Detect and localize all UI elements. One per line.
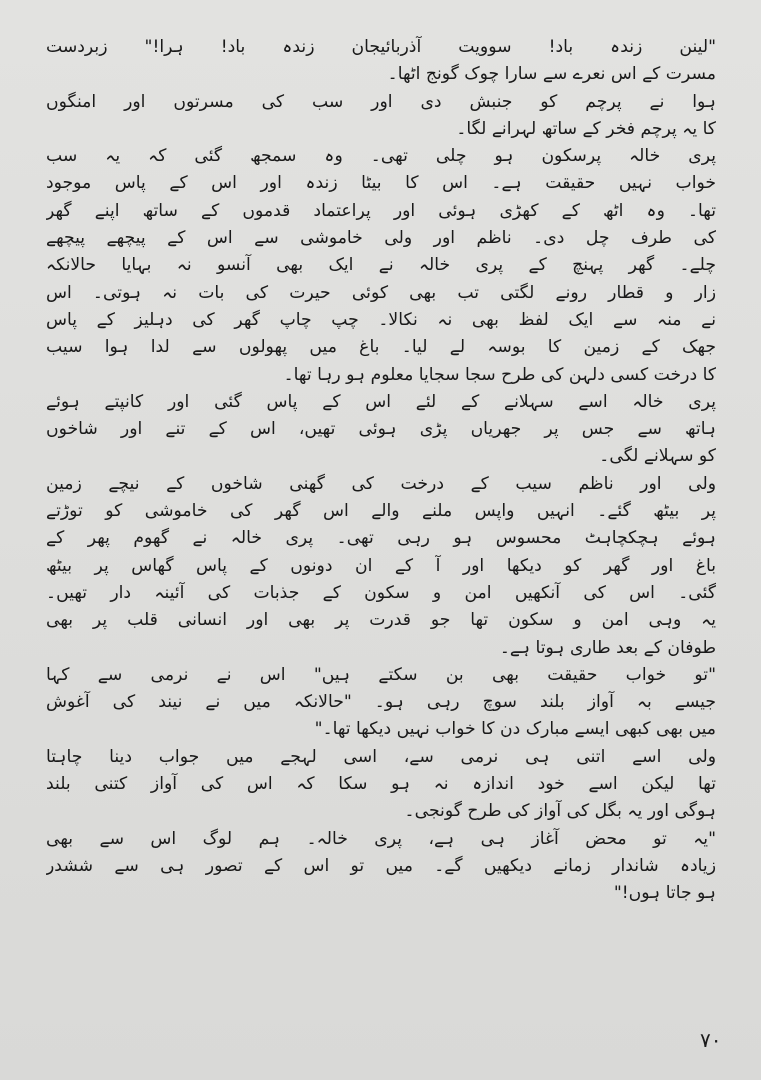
text-line: جیسے بہ آواز بلند سوچ رہی ہو۔ "حالانکہ میں نے نیند کی آغوش <box>46 692 716 713</box>
text-line: کا درخت کسی دلہن کی طرح سجا سجایا معلوم ہو رہا تھا۔ <box>283 364 716 385</box>
text-line: پر بیٹھ گئے۔ انہیں واپس ملنے والے اس گھر کی خاموشی کو توڑتے <box>46 501 716 522</box>
text-line: یہ وہی امن و سکون تھا جو قدرت پر بھی اور انسانی قلب پر بھی <box>46 610 716 631</box>
text-line: کو سہلانے لگی۔ <box>599 446 716 467</box>
text-line: میں بھی کبھی ایسے مبارک دن کا خواب نہیں دیکھا تھا۔" <box>314 719 716 740</box>
body-text <box>46 34 716 908</box>
text-line: زار و قطار رونے لگتی تب بھی کوئی حیرت کی بات نہ ہوتی۔ اس <box>46 282 716 303</box>
page-number: ۷۰ <box>700 1028 722 1052</box>
text-line: چلے۔ گھر پہنچ کے پری خالہ نے ایک بھی آنسو نہ بہایا حالانکہ <box>46 255 716 276</box>
text-line: ہو جاتا ہوں!" <box>613 883 716 904</box>
text-line: طوفان کے بعد طاری ہوتا ہے۔ <box>499 637 716 658</box>
text-line: "یہ تو محض آغاز ہی ہے، پری خالہ۔ ہم لوگ اس سے بھی <box>46 828 716 849</box>
text-line: "تو خواب حقیقت بھی بن سکتے ہیں" اس نے نرمی سے کہا <box>46 664 716 685</box>
text-line: تھا۔ وہ اٹھ کے کھڑی ہوئی اور پراعتماد قدموں کے ساتھ اپنے گھر <box>46 200 716 221</box>
text-line: گئی۔ اس کی آنکھیں امن و سکون کے جذبات کی آئینہ دار تھیں۔ <box>46 582 716 603</box>
text-line: جھک کے زمین کا بوسہ لے لیا۔ باغ میں پھولوں سے لدا ہوا سیب <box>46 337 716 358</box>
text-line: خواب نہیں حقیقت ہے۔ اس کا بیٹا زندہ اور اس کے پاس موجود <box>46 173 716 194</box>
text-line: ہوا نے پرچم کو جنبش دی اور سب کی مسرتوں اور امنگوں <box>46 91 716 112</box>
text-line: باغ اور گھر کو دیکھا اور آ کے ان دونوں کے پاس گھاس پر بیٹھ <box>46 555 716 576</box>
text-line: ہوگی اور یہ بگل کی آواز کی طرح گونجی۔ <box>404 801 716 822</box>
text-line: ہاتھ سے جس پر جھریاں پڑی ہوئی تھیں، اس کے تنے اور شاخوں <box>46 419 716 440</box>
text-line: زیادہ شاندار زمانے دیکھیں گے۔ میں تو اس کے تصور ہی سے ششدر <box>46 855 716 876</box>
text-line: ولی اسے اتنی ہی نرمی سے، اسی لہجے میں جواب دینا چاہتا <box>46 746 716 767</box>
text-line: "لینن زندہ باد! سوویت آذربائیجان زندہ باد! ہرا!" زبردست <box>46 37 716 57</box>
text-line: نے منہ سے ایک لفظ بھی نہ نکالا۔ چپ چاپ گھر کی دہلیز کے پاس <box>46 309 716 330</box>
text-line: کا یہ پرچم فخر کے ساتھ لہرانے لگا۔ <box>456 118 716 139</box>
text-line: پری خالہ اسے سہلانے کے لئے اس کے پاس گئی اور کانپتے ہوئے <box>46 391 716 412</box>
text-line: کی طرف چل دی۔ ناظم اور ولی خاموشی سے اس کے پیچھے پیچھے <box>46 228 716 249</box>
text-line: پری خالہ پرسکون ہو چلی تھی۔ وہ سمجھ گئی کہ یہ سب <box>46 146 716 167</box>
text-line: مسرت کے اس نعرے سے سارا چوک گونج اٹھا۔ <box>387 64 716 85</box>
text-line: تھا لیکن اسے خود اندازہ نہ ہو سکا کہ اس کی آواز کتنی بلند <box>46 774 716 795</box>
text-line: ولی اور ناظم سیب کے درخت کی گھنی شاخوں کے نیچے زمین <box>46 473 716 494</box>
text-line: ہوئے ہچکچاہٹ محسوس ہو رہی تھی۔ پری خالہ نے گھوم پھر کے <box>46 528 716 549</box>
